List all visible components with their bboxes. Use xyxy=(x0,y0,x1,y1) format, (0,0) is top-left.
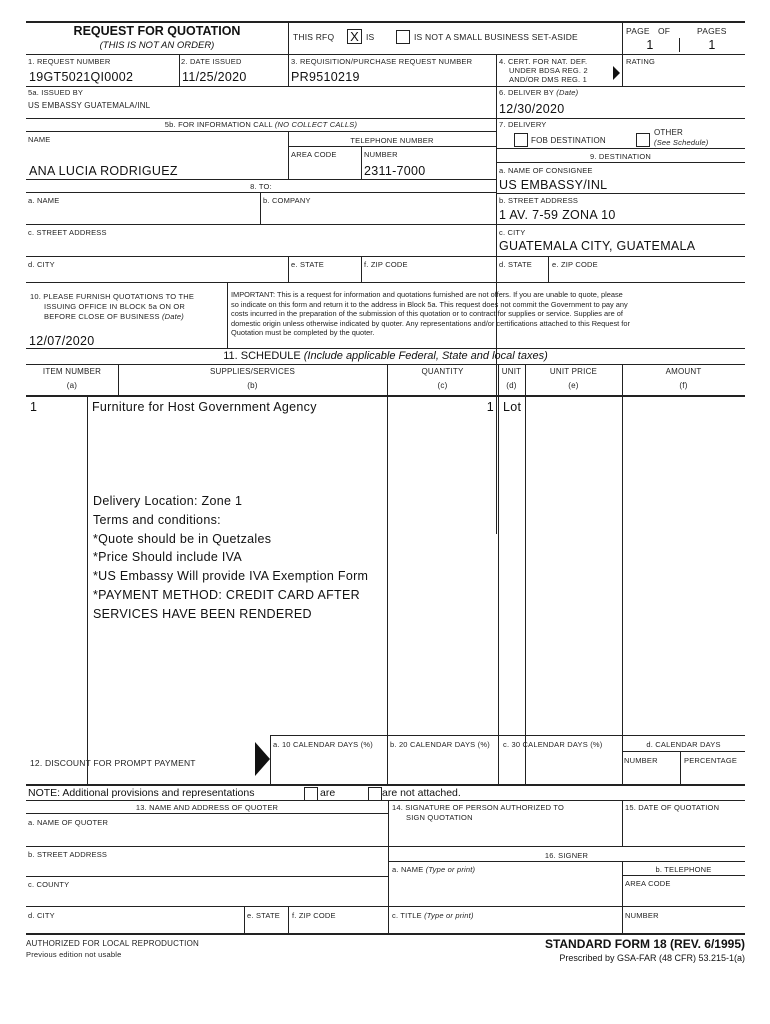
number-label: NUMBER xyxy=(364,150,398,159)
quoter-zip-label: f. ZIP CODE xyxy=(292,911,336,920)
divider xyxy=(179,54,180,86)
rating-label: RATING xyxy=(626,57,655,66)
pointer-arrow-icon xyxy=(255,742,270,776)
pointer-arrow-icon xyxy=(613,66,620,80)
destination-label: 9. DESTINATION xyxy=(589,152,651,161)
col-item-label: ITEM NUMBER xyxy=(42,367,102,376)
col-amount-label: AMOUNT xyxy=(665,367,702,376)
discount-percentage-label: PERCENTAGE xyxy=(684,756,738,765)
info-call-label xyxy=(26,120,496,129)
not-small-business-checkbox[interactable] xyxy=(396,30,410,44)
to-street-label: c. STREET ADDRESS xyxy=(28,228,107,237)
rule xyxy=(26,118,745,119)
schedule-notes xyxy=(93,492,368,624)
to-company-label: b. COMPANY xyxy=(263,196,311,205)
rule xyxy=(26,348,745,349)
rule xyxy=(26,784,745,786)
pages-value: 1 xyxy=(708,38,716,52)
footer-previous-edition: Previous edition not usable xyxy=(26,950,122,959)
divider xyxy=(548,256,549,282)
dest-street-label: b. STREET ADDRESS xyxy=(499,196,579,205)
cert-label-line2: UNDER BDSA REG. 2 xyxy=(509,66,588,75)
page-label: PAGE xyxy=(626,26,650,36)
col-quantity-label: QUANTITY xyxy=(421,367,464,376)
furnish-label-line3-text: BEFORE CLOSE OF BUSINESS xyxy=(44,312,160,321)
rule xyxy=(496,193,745,194)
consignee-value: US EMBASSY/INL xyxy=(499,178,608,192)
col-supplies-sub: (b) xyxy=(247,381,258,390)
other-checkbox[interactable] xyxy=(636,133,650,147)
deliver-by-label-note: (Date) xyxy=(556,88,579,97)
rule xyxy=(26,192,496,193)
signer-title-label-note: (Type or print) xyxy=(424,911,474,920)
note-line: SERVICES HAVE BEEN RENDERED xyxy=(93,606,312,621)
divider xyxy=(288,256,289,282)
signer-name-label-note: (Type or print) xyxy=(425,865,476,874)
rule xyxy=(26,800,745,801)
schedule-title xyxy=(26,350,745,362)
important-line-4: domestic origin unless otherwise indicated by quoter. Any representations and/or certifications attached to this Request for xyxy=(231,318,630,328)
furnish-label-line3 xyxy=(44,312,184,321)
signature-label-line1: 14. SIGNATURE OF PERSON AUTHORIZED TO xyxy=(392,803,565,812)
rfq-label: THIS RFQ xyxy=(293,32,335,42)
pages-label: PAGES xyxy=(697,26,727,36)
divider xyxy=(622,364,623,784)
divider xyxy=(227,282,228,348)
to-name-label: a. NAME xyxy=(28,196,60,205)
cert-label-line1: 4. CERT. FOR NAT. DEF. xyxy=(499,57,588,66)
divider xyxy=(680,751,681,784)
issued-by-value: US EMBASSY GUATEMALA/INL xyxy=(28,101,151,110)
important-line-2: so indicate on this form and return it to the address in Block 5a. This request does not commit the Government to pay any xyxy=(231,299,628,309)
rule xyxy=(26,906,745,907)
rule xyxy=(26,54,745,55)
rule xyxy=(622,751,745,752)
schedule-title-text: 11. SCHEDULE xyxy=(223,350,301,362)
dest-state-label: d. STATE xyxy=(499,260,532,269)
form-subtitle: (THIS IS NOT AN ORDER) xyxy=(99,40,215,51)
rule xyxy=(26,86,496,87)
quote-due-date-value: 12/07/2020 xyxy=(29,334,95,348)
dest-street-value: 1 AV. 7-59 ZONA 10 xyxy=(499,208,616,222)
important-line-3: costs incurred in the preparation of the submission of this quotation or to contract for supplies or service. Supplies are of xyxy=(231,309,623,319)
rule xyxy=(26,876,388,877)
important-line-1: IMPORTANT: This is a request for information and quotations furnished are not offers. If you are unable to quote, please xyxy=(231,290,623,299)
dest-city-value: GUATEMALA CITY, GUATEMALA xyxy=(499,239,696,253)
note-line: *PAYMENT METHOD: CREDIT CARD AFTER xyxy=(93,587,360,602)
not-small-business-label: IS NOT A SMALL BUSINESS SET-ASIDE xyxy=(414,32,578,42)
item-description-value: Furniture for Host Government Agency xyxy=(92,400,317,414)
deliver-by-value: 12/30/2020 xyxy=(499,102,565,116)
rule xyxy=(26,256,745,257)
furnish-label-line3-note: (Date) xyxy=(161,312,185,321)
col-supplies-label: SUPPLIES/SERVICES xyxy=(209,367,296,376)
divider xyxy=(361,256,362,282)
form-title: REQUEST FOR QUOTATION xyxy=(73,24,241,38)
signer-area-code-label: AREA CODE xyxy=(625,879,671,888)
page-value: 1 xyxy=(646,38,654,52)
col-unit-label: UNIT xyxy=(501,367,522,376)
form-top-border xyxy=(26,21,745,23)
rule xyxy=(270,735,745,736)
date-issued-label: 2. DATE ISSUED xyxy=(181,57,242,66)
info-call-label-text: 5b. FOR INFORMATION CALL xyxy=(164,120,273,129)
furnish-label-line1: 10. PLEASE FURNISH QUOTATIONS TO THE xyxy=(30,292,195,301)
quoter-name-label: a. NAME OF QUOTER xyxy=(28,818,109,827)
deliver-by-label xyxy=(499,88,578,97)
signer-label: 16. SIGNER xyxy=(544,851,589,860)
discount-20-days-label: b. 20 CALENDAR DAYS (%) xyxy=(390,740,490,749)
area-code-label: AREA CODE xyxy=(291,150,337,159)
divider xyxy=(270,735,271,784)
rule xyxy=(26,395,745,397)
rule xyxy=(26,813,388,814)
discount-10-days-label: a. 10 CALENDAR DAYS (%) xyxy=(273,740,373,749)
divider xyxy=(260,192,261,224)
fob-destination-checkbox[interactable] xyxy=(514,133,528,147)
divider xyxy=(387,364,388,784)
requisition-value: PR9510219 xyxy=(291,70,360,84)
discount-calendar-days-label: d. CALENDAR DAYS xyxy=(646,740,721,749)
rule xyxy=(26,179,496,180)
rule xyxy=(26,282,745,283)
schedule-title-note: (Include applicable Federal, State and local taxes) xyxy=(303,350,548,362)
item-quantity-value: 1 xyxy=(486,400,494,414)
signer-number-label: NUMBER xyxy=(625,911,659,920)
note-text: NOTE: Additional provisions and representations xyxy=(28,787,255,799)
date-issued-value: 11/25/2020 xyxy=(182,70,247,84)
delivery-label: 7. DELIVERY xyxy=(499,120,547,129)
date-of-quotation-label: 15. DATE OF QUOTATION xyxy=(625,803,720,812)
signer-name-label-text: a. NAME xyxy=(392,865,424,874)
quoter-state-label: e. STATE xyxy=(247,911,280,920)
caller-name-label: NAME xyxy=(28,135,51,144)
other-label: OTHER xyxy=(654,128,683,137)
to-zip-label: f. ZIP CODE xyxy=(364,260,408,269)
col-unit-price-sub: (e) xyxy=(568,381,579,390)
col-quantity-sub: (c) xyxy=(437,381,448,390)
item-number-value: 1 xyxy=(30,400,38,414)
col-unit-price-label: UNIT PRICE xyxy=(549,367,598,376)
note-line: *Quote should be in Quetzales xyxy=(93,531,272,546)
discount-30-days-label: c. 30 CALENDAR DAYS (%) xyxy=(503,740,603,749)
divider xyxy=(288,54,289,86)
rule xyxy=(388,861,745,862)
note-line: Delivery Location: Zone 1 xyxy=(93,494,243,508)
divider xyxy=(388,800,389,933)
to-label: 8. TO: xyxy=(250,182,272,191)
note-line: *US Embassy Will provide IVA Exemption Form xyxy=(93,569,369,584)
discount-label: 12. DISCOUNT FOR PROMPT PAYMENT xyxy=(30,758,196,768)
note-line: Terms and conditions: xyxy=(93,512,221,527)
cert-label-line3: AND/OR DMS REG. 1 xyxy=(509,75,587,84)
divider xyxy=(622,54,623,86)
signer-title-label-text: c. TITLE xyxy=(392,911,422,920)
rule xyxy=(288,146,496,147)
telephone-label: TELEPHONE NUMBER xyxy=(350,136,434,145)
rule xyxy=(496,148,745,149)
is-checkbox[interactable] xyxy=(347,29,362,44)
footer-form-number: STANDARD FORM 18 (REV. 6/1995) xyxy=(544,937,745,951)
furnish-label-line2: ISSUING OFFICE IN BLOCK 5a ON OR xyxy=(44,302,186,311)
quoter-address-label: 13. NAME AND ADDRESS OF QUOTER xyxy=(135,803,279,812)
rule xyxy=(26,364,745,365)
note-line: *Price Should include IVA xyxy=(93,550,243,565)
signer-name-label xyxy=(392,865,475,874)
rule xyxy=(622,875,745,876)
issued-by-label: 5a. ISSUED BY xyxy=(28,88,84,97)
signer-phone-label: b. TELEPHONE xyxy=(655,865,712,874)
divider xyxy=(118,364,119,395)
dest-zip-label: e. ZIP CODE xyxy=(552,260,598,269)
request-number-label: 1. REQUEST NUMBER xyxy=(28,57,111,66)
rule xyxy=(496,162,745,163)
info-call-label-note: (NO COLLECT CALLS) xyxy=(274,120,358,129)
to-city-label: d. CITY xyxy=(28,260,55,269)
deliver-by-label-text: 6. DELIVER BY xyxy=(499,88,554,97)
discount-number-label: NUMBER xyxy=(624,756,658,765)
rule xyxy=(26,846,745,847)
consignee-label: a. NAME OF CONSIGNEE xyxy=(499,166,593,175)
caller-number-value: 2311-7000 xyxy=(364,164,426,178)
divider xyxy=(622,800,623,846)
are-label: are xyxy=(320,787,336,799)
quoter-county-label: c. COUNTY xyxy=(28,880,70,889)
divider xyxy=(498,364,499,784)
are-not-checkbox[interactable] xyxy=(368,787,382,801)
of-label: OF xyxy=(658,26,671,36)
dest-city-label: c. CITY xyxy=(499,228,526,237)
important-notice xyxy=(231,290,743,338)
requisition-label: 3. REQUISITION/PURCHASE REQUEST NUMBER xyxy=(291,57,473,66)
divider xyxy=(679,38,680,52)
divider xyxy=(288,906,289,933)
other-note: (See Schedule) xyxy=(654,138,709,147)
checkbox-x-mark: X xyxy=(350,29,359,44)
to-state-label: e. STATE xyxy=(291,260,324,269)
divider xyxy=(361,146,362,179)
are-checkbox[interactable] xyxy=(304,787,318,801)
rule xyxy=(26,131,496,132)
divider xyxy=(87,395,88,784)
signature-label-line2: SIGN QUOTATION xyxy=(406,813,473,822)
col-amount-sub: (f) xyxy=(679,381,688,390)
request-number-value: 19GT5021QI0002 xyxy=(29,70,134,84)
caller-name-value: ANA LUCIA RODRIGUEZ xyxy=(29,164,178,178)
col-unit-sub: (d) xyxy=(506,381,517,390)
quoter-city-label: d. CITY xyxy=(28,911,55,920)
footer-reproduction: AUTHORIZED FOR LOCAL REPRODUCTION xyxy=(26,939,199,948)
signer-title-label xyxy=(392,911,474,920)
col-item-sub: (a) xyxy=(66,381,78,390)
footer-prescribed-by: Prescribed by GSA-FAR (48 CFR) 53.215-1(a) xyxy=(559,953,745,963)
divider xyxy=(288,21,289,54)
rule xyxy=(26,224,745,225)
item-unit-value: Lot xyxy=(503,400,522,414)
is-label: IS xyxy=(366,32,375,42)
quoter-street-label: b. STREET ADDRESS xyxy=(28,850,108,859)
form-bottom-border xyxy=(26,933,745,935)
divider xyxy=(622,21,623,54)
are-not-label: are not attached. xyxy=(382,787,461,799)
fob-destination-label: FOB DESTINATION xyxy=(531,136,606,145)
important-line-5: Quotation must be completed by the quoter. xyxy=(231,328,375,338)
rule xyxy=(496,86,745,87)
divider xyxy=(244,906,245,933)
divider xyxy=(525,364,526,784)
